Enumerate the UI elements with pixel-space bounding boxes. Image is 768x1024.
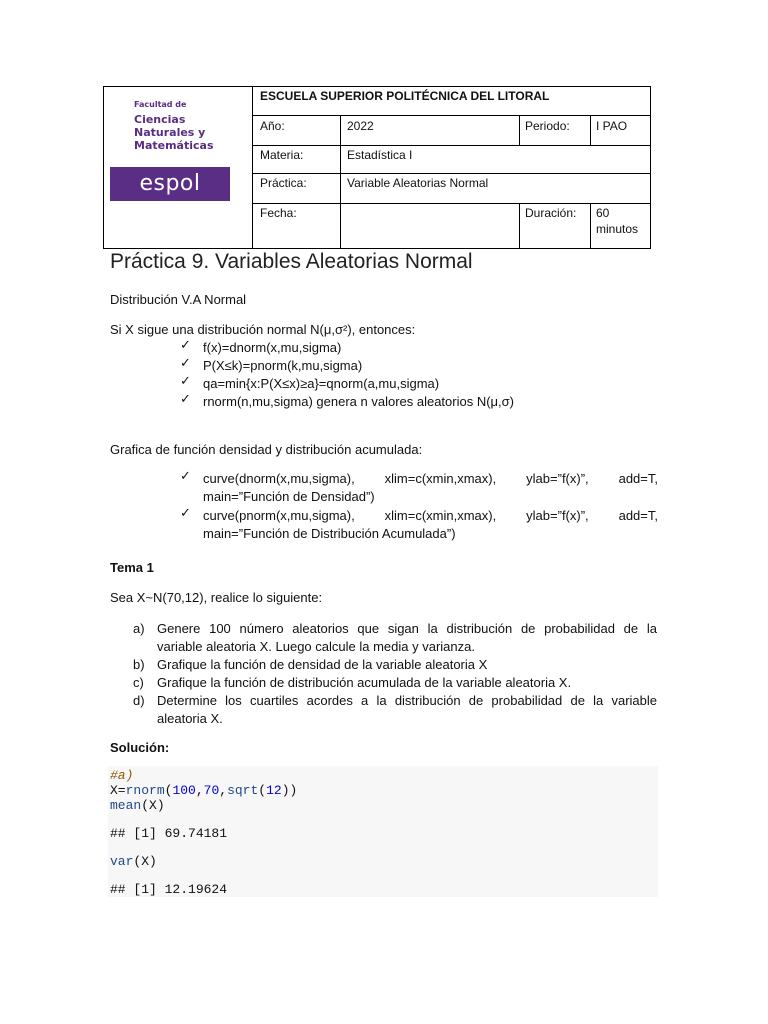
col-divider <box>519 115 520 145</box>
item-text: variable aleatoria X. Luego calcule la media y varianza. <box>157 639 475 654</box>
code-function: var <box>110 854 134 869</box>
check-icon: ✓ <box>180 505 191 520</box>
check-icon: ✓ <box>180 373 191 388</box>
page-title: Práctica 9. Variables Aleatorias Normal <box>110 250 473 273</box>
col-divider <box>590 115 591 145</box>
code-function: sqrt <box>227 783 259 798</box>
code-token: , <box>219 783 228 798</box>
code-number: 100 <box>172 783 196 798</box>
check-icon: ✓ <box>180 337 191 352</box>
section-heading-graphs: Grafica de función densidad y distribución acumulada: <box>110 442 423 457</box>
code-function: mean <box>110 798 142 813</box>
code-line: main=”Función de Densidad”) <box>203 489 375 504</box>
duration-value: 60 <box>596 206 610 220</box>
list-item: qa=min{x:P(X≤x)≥a}=qnorm(a,mu,sigma) <box>203 376 440 391</box>
tema-heading: Tema 1 <box>110 560 154 575</box>
check-icon: ✓ <box>180 391 191 406</box>
item-letter: d) <box>133 693 145 708</box>
col-divider <box>590 203 591 248</box>
code-token: ylab=”f(x)”, <box>526 471 589 486</box>
check-icon: ✓ <box>180 468 191 483</box>
code-comment: #a) <box>110 768 134 783</box>
code-line <box>203 470 658 487</box>
code-function: rnorm <box>125 783 165 798</box>
code-line <box>110 798 165 813</box>
code-number: 12 <box>266 783 282 798</box>
item-text: Genere 100 número aleatorios que sigan la distribución de probabilidad de la <box>157 621 657 636</box>
code-token: xlim=c(xmin,xmax), <box>384 471 497 486</box>
logo-line-2: Naturales y <box>134 126 206 139</box>
item-letter: b) <box>133 657 145 672</box>
code-number: 70 <box>203 783 220 798</box>
duration-label: Duración: <box>525 206 577 220</box>
tema-statement: Sea X~N(70,12), realice lo siguiente: <box>110 590 323 605</box>
code-token: (X) <box>141 798 165 813</box>
logo-faculty-small: Facultad de <box>134 100 187 109</box>
section-intro: Si X sigue una distribución normal N(μ,σ²), entonces: <box>110 322 416 337</box>
practice-label: Práctica: <box>260 176 307 190</box>
faculty-logo <box>104 87 253 248</box>
col-divider <box>519 203 520 248</box>
check-icon: ✓ <box>180 355 191 370</box>
logo-line-3: Matemáticas <box>134 139 214 152</box>
item-text: Determine los cuartiles acordes a la distribución de probabilidad de la variable <box>157 693 657 708</box>
practice-value: Variable Aleatorias Normal <box>347 176 489 190</box>
item-text: Grafique la función de distribución acumulada de la variable aleatoria X. <box>157 675 572 690</box>
code-token: curve(dnorm(x,mu,sigma), <box>203 471 355 486</box>
code-token: add=T, <box>618 471 658 486</box>
year-label: Año: <box>260 119 285 133</box>
code-token: ( <box>258 783 267 798</box>
item-text: Grafique la función de densidad de la variable aleatoria X <box>157 657 488 672</box>
code-token: xlim=c(xmin,xmax), <box>384 508 497 523</box>
list-item: P(X≤k)=pnorm(k,mu,sigma) <box>203 358 363 373</box>
code-token: curve(pnorm(x,mu,sigma), <box>203 508 355 523</box>
item-letter: c) <box>133 675 144 690</box>
col-divider <box>340 115 341 248</box>
logo-line-1: Ciencias <box>134 113 186 126</box>
item-letter: a) <box>133 621 145 636</box>
duration-unit: minutos <box>596 222 639 236</box>
row-divider <box>252 145 650 146</box>
subject-label: Materia: <box>260 148 304 162</box>
code-line <box>110 783 297 798</box>
code-output: ## [1] 69.74181 <box>110 826 228 841</box>
period-value: I PAO <box>596 119 628 133</box>
item-text: aleatoria X. <box>157 711 223 726</box>
code-token: , <box>195 783 204 798</box>
code-token: ylab=”f(x)”, <box>526 508 589 523</box>
code-token: )) <box>281 783 298 798</box>
code-line <box>203 507 658 524</box>
code-token: ( <box>164 783 173 798</box>
subject-value: Estadística I <box>347 148 413 162</box>
list-item: f(x)=dnorm(x,mu,sigma) <box>203 340 342 355</box>
espol-brand: espol <box>110 167 230 201</box>
code-token: add=T, <box>618 508 658 523</box>
code-token: X= <box>110 783 126 798</box>
year-value: 2022 <box>347 119 374 133</box>
row-divider <box>252 173 650 174</box>
code-line: main=”Función de Distribución Acumulada”) <box>203 526 456 541</box>
school-name: ESCUELA SUPERIOR POLITÉCNICA DEL LITORAL <box>260 89 550 103</box>
section-heading-normal: Distribución V.A Normal <box>110 292 247 307</box>
date-label: Fecha: <box>260 206 297 220</box>
solution-label: Solución: <box>110 740 170 755</box>
list-item: rnorm(n,mu,sigma) genera n valores aleatorios N(μ,σ) <box>203 394 515 409</box>
period-label: Periodo: <box>525 119 570 133</box>
header-table <box>103 86 651 249</box>
code-output: ## [1] 12.19624 <box>110 882 228 897</box>
code-token: (X) <box>133 854 157 869</box>
code-line <box>110 854 157 869</box>
